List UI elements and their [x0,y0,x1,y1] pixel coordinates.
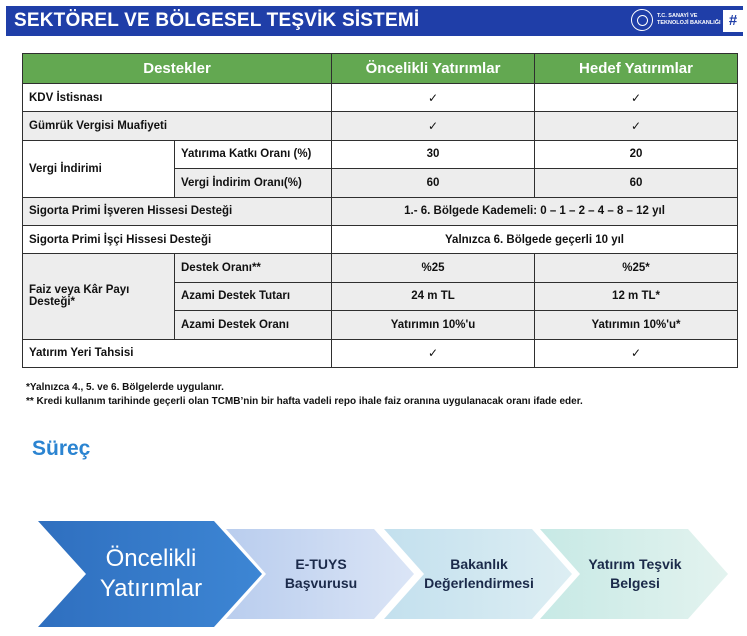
table-row [23,112,738,140]
cell-value: 24 m TL [332,282,535,310]
footnote-2: ** Kredi kullanım tarihinde geçerli olan TCMB’nin bir hafta vadeli repo ihale faiz oranına uygulanacak oranı ifade eder. [26,396,583,407]
emblem-icon [631,9,653,31]
table-row [23,225,738,253]
incentive-table [22,53,738,368]
step-2-line-2: Başvurusu [284,575,358,591]
cell-value: 1.- 6. Bölgede Kademeli: 0 – 1 – 2 – 4 – 8 – 12 yıl [332,197,738,225]
sub-label-indirim: Vergi İndirim Oranı(%) [175,169,332,197]
cell-value: %25 [332,254,535,282]
process-title: Süreç [32,437,91,460]
table-row [23,84,738,112]
process-step-belge [540,529,730,619]
step-1-line-1: Öncelikli [105,545,197,572]
footnote-1: *Yalnızca 4., 5. ve 6. Bölgelerde uygulanır. [26,382,224,393]
cell-value: 12 m TL* [535,282,738,310]
sub-label-oran: Destek Oranı** [175,254,332,282]
hashtag-icon: # [723,10,743,32]
cell-value: 30 [332,140,535,168]
logo-line-2: TEKNOLOJİ BAKANLIĞI [657,20,721,26]
table-row [23,339,738,367]
check-icon: ✓ [427,119,439,134]
sub-label-azami: Azami Destek Oranı [175,311,332,339]
step-2-line-1: E-TUYS [295,556,347,572]
step-4-line-1: Yatırım Teşvik [588,556,682,572]
row-label-kdv: KDV İstisnası [23,84,332,112]
step-1-line-2: Yatırımlar [99,575,203,602]
header-bar [6,6,743,36]
col-header-destekler: Destekler [23,54,332,84]
table-row [23,254,738,282]
col-header-hedef: Hedef Yatırımlar [535,54,738,84]
row-label-sig-isveren: Sigorta Primi İşveren Hissesi Desteği [23,197,332,225]
check-icon: ✓ [630,90,642,105]
table-row [23,140,738,168]
cell-value: Yalnızca 6. Bölgede geçerli 10 yıl [332,225,738,253]
cell-value: 20 [535,140,738,168]
row-label-vergi: Vergi İndirimi [23,140,175,197]
sub-label-tutar: Azami Destek Tutarı [175,282,332,310]
cell-value: Yatırımın 10%'u* [535,311,738,339]
check-icon: ✓ [630,119,642,134]
cell-value: Yatırımın 10%'u [332,311,535,339]
row-label-faiz: Faiz veya Kâr Payı Desteği* [23,254,175,339]
cell-value: %25* [535,254,738,282]
row-label-sig-isci: Sigorta Primi İşçi Hissesi Desteği [23,225,332,253]
row-label-yer: Yatırım Yeri Tahsisi [23,339,332,367]
step-3-line-1: Bakanlık [450,556,508,572]
logo-line-1: T.C. SANAYİ VE [657,13,698,19]
step-4-line-2: Belgesi [610,575,660,591]
check-icon: ✓ [630,346,642,361]
table-header-row [23,54,738,84]
check-icon: ✓ [427,346,439,361]
page-title: SEKTÖREL VE BÖLGESEL TEŞVİK SİSTEMİ [14,10,420,31]
check-icon: ✓ [427,90,439,105]
row-label-gumruk: Gümrük Vergisi Muafiyeti [23,112,332,140]
cell-value: 60 [535,169,738,197]
cell-value: 60 [332,169,535,197]
step-3-line-2: Değerlendirmesi [424,575,534,591]
sub-label-katki: Yatırıma Katkı Oranı (%) [175,140,332,168]
col-header-oncelikli: Öncelikli Yatırımlar [332,54,535,84]
footnotes [26,381,583,409]
table-row [23,197,738,225]
